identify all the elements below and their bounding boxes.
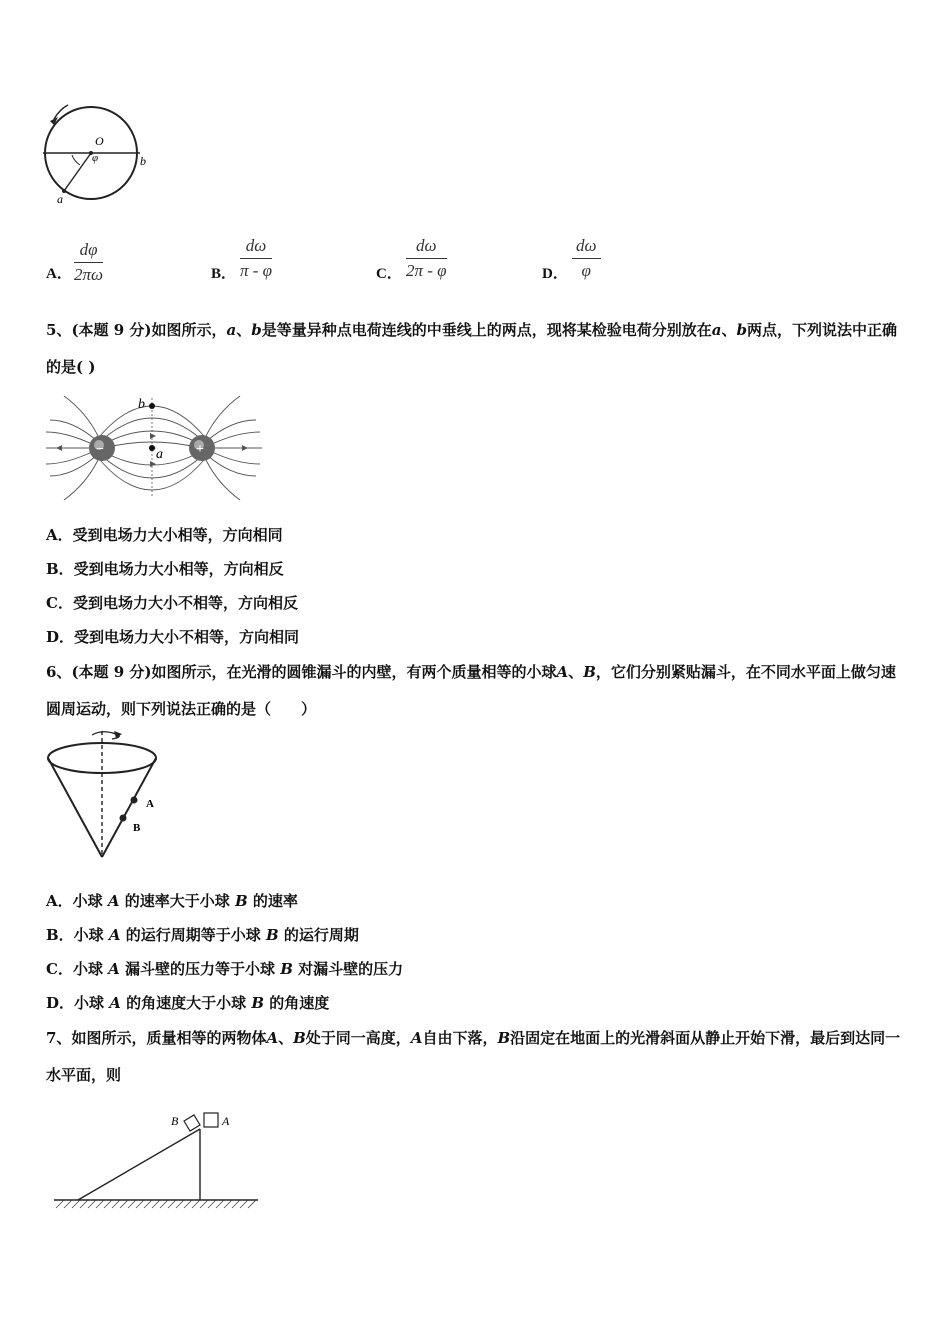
q6-option-b	[46, 925, 359, 945]
q6-opt-c-v2: B	[280, 960, 293, 978]
q4-option-c-den: 2π - φ	[406, 261, 447, 280]
q6-stem	[46, 654, 906, 728]
q4-option-c-num: dω	[406, 234, 447, 259]
positive-charge-sign: +	[196, 442, 204, 457]
q6-opt-c-p2: 漏斗壁的压力等于小球	[119, 960, 281, 978]
q6-opt-d-p2: 的角速度大于小球	[120, 994, 252, 1012]
q6-opt-a-p3: 的速率	[247, 892, 298, 910]
rotating-disk-figure	[40, 95, 160, 210]
q5-stem-part3: 两点，下列说法中正确的是( )	[46, 321, 898, 376]
q6-var-b: B	[583, 663, 596, 681]
q6-sep: 、	[568, 663, 584, 681]
cone-funnel-figure	[44, 725, 169, 863]
q6-opt-a-v2: B	[234, 892, 248, 910]
q5-sep2: 、	[721, 321, 737, 339]
q6-number: 6、	[46, 663, 72, 681]
q4-option-b-den: π - φ	[240, 261, 273, 280]
label-phi: φ	[92, 152, 99, 164]
q7-var-a2: A	[410, 1029, 423, 1047]
q6-opt-a-p2: 的速率大于小球	[119, 892, 235, 910]
q4-option-a-num: dφ	[74, 238, 103, 263]
q5-var-a2: a	[711, 321, 722, 339]
point-b-label: b	[138, 397, 145, 412]
q6-opt-a-p1: A．小球	[46, 892, 108, 910]
q6-stem-part2: ，它们分别紧贴漏斗，在不同水平面上做匀速圆周运动，则下列说法正确的是（ ）	[46, 663, 896, 718]
q6-opt-c-p1: C．小球	[46, 960, 109, 978]
q7-number: 7、	[46, 1029, 72, 1047]
q4-option-a-letter: A．	[46, 266, 72, 282]
q7-var-b2: B	[497, 1029, 511, 1047]
q4-option-b-num: dω	[240, 234, 272, 259]
q6-opt-b-p1: B．小球	[46, 926, 109, 944]
q5-option-d: D．受到电场力大小不相等，方向相同	[46, 628, 300, 646]
q6-option-a	[46, 891, 298, 911]
q6-stem-part1: 如图所示，在光滑的圆锥漏斗的内壁，有两个质量相等的小球	[151, 663, 557, 681]
q6-opt-b-v1: A	[108, 926, 121, 944]
label-b: b	[140, 154, 146, 168]
q7-stem-part3: 自由下落，	[422, 1029, 498, 1047]
q7-var-a: A	[266, 1029, 279, 1047]
q6-opt-c-v1: A	[108, 960, 120, 978]
q7-sep: 、	[278, 1029, 294, 1047]
q6-opt-d-v1: A	[109, 994, 121, 1012]
q5-option-a: A．受到电场力大小相等，方向相同	[46, 526, 283, 544]
q4-option-a-fraction	[74, 238, 103, 287]
q5-option-b: B．受到电场力大小相等，方向相反	[46, 560, 284, 578]
q4-option-b-fraction	[240, 234, 272, 283]
q6-var-a: A	[556, 663, 569, 681]
q6-opt-b-p3: 的运行周期	[278, 926, 359, 944]
negative-charge-sign: −	[96, 442, 104, 457]
q6-opt-c-p3: 对漏斗壁的压力	[292, 960, 404, 978]
q4-option-c-fraction	[406, 234, 447, 283]
block-a-label: A	[222, 1114, 230, 1128]
q5-option-c: C．受到电场力大小不相等，方向相反	[46, 594, 298, 612]
q5-number: 5、	[46, 321, 72, 339]
q5-stem-part2: 是等量异种点电荷连线的中垂线上的两点，现将某检验电荷分别放在	[261, 321, 712, 339]
dipole-field-figure	[42, 390, 266, 505]
q4-option-d-letter: D．	[542, 266, 568, 282]
q6-score: (本题 9 分)	[71, 663, 152, 681]
q4-option-d-den: φ	[581, 261, 591, 280]
point-a-label: a	[156, 447, 163, 462]
q5-stem	[46, 312, 906, 386]
q6-opt-d-p1: D．小球	[46, 994, 110, 1012]
q6-opt-b-v2: B	[266, 926, 279, 944]
q5-var-a: a	[226, 321, 237, 339]
q7-stem	[46, 1020, 906, 1094]
q5-score: (本题 9 分)	[71, 321, 152, 339]
q7-stem-part4: 沿固定在地面上的光滑斜面从静止开始下滑，最后到达同一水平面，则	[46, 1029, 901, 1084]
q6-opt-d-p3: 的角速度	[264, 994, 330, 1012]
label-o: O	[95, 134, 104, 148]
q4-option-a-den: 2πω	[74, 265, 104, 284]
q4-option-d-fraction	[572, 234, 601, 283]
q6-option-d	[46, 993, 329, 1013]
q4-option-c-letter: C．	[376, 266, 402, 282]
q6-option-c	[46, 959, 403, 979]
q6-opt-b-p2: 的运行周期等于小球	[120, 926, 266, 944]
incline-figure	[50, 1105, 265, 1215]
q5-var-b2: b	[736, 321, 748, 339]
q5-stem-part1: 如图所示，	[151, 321, 227, 339]
ball-a-label: A	[146, 798, 154, 810]
q4-option-b-letter: B．	[211, 266, 237, 282]
ball-b-label: B	[133, 822, 141, 834]
q4-option-d-num: dω	[572, 234, 601, 259]
q7-var-b: B	[293, 1029, 306, 1047]
q6-opt-a-v1: A	[107, 892, 120, 910]
q7-stem-part1: 如图所示，质量相等的两物体	[71, 1029, 267, 1047]
q6-opt-d-v2: B	[251, 994, 265, 1012]
label-a: a	[57, 192, 63, 206]
block-b-label: B	[171, 1114, 179, 1128]
q7-stem-part2: 处于同一高度，	[305, 1029, 411, 1047]
q5-var-b: b	[251, 321, 262, 339]
q5-sep: 、	[236, 321, 252, 339]
